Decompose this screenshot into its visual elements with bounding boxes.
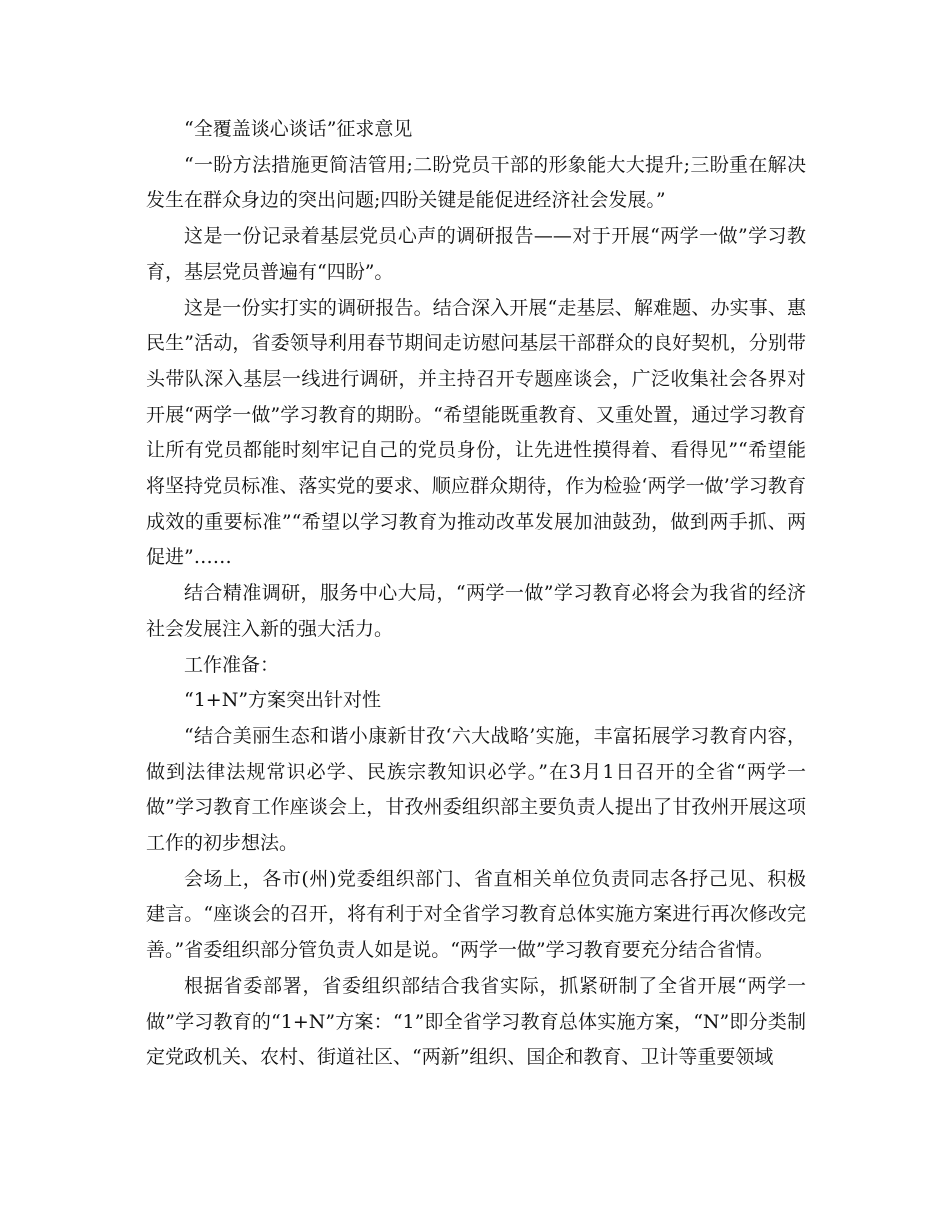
section-heading-talks: “全覆盖谈心谈话”征求意见 <box>184 118 413 140</box>
paragraph-plan-details: 根据省委部署，省委组织部结合我省实际，抓紧研制了全省开展“两学一做”学习教育的“1+N”方案：“1”即全省学习教育总体实施方案，“N”即分类制定党政机关、农村、街道社区、“两新”组织、国企和教育、卫计等重要领域 <box>146 974 806 1069</box>
paragraph-ganzi-quote: “结合美丽生态和谐小康新甘孜‘六大战略’实施，丰富拓展学习教育内容，做到法律法规常识必学、民族宗教知识必学。”在3月1日召开的全省“两学一做”学习教育工作座谈会上，甘孜州委组织部主要负责人提出了甘孜州开展这项工作的初步想法。 <box>146 724 806 855</box>
paragraph-meeting: 会场上，各市(州)党委组织部门、省直相关单位负责同志各抒己见、积极建言。“座谈会的召开，将有利于对全省学习教育总体实施方案进行再次修改完善。”省委组织部分管负责人如是说。“两学一做”学习教育要充分结合省情。 <box>146 867 806 962</box>
paragraph-solid-report: 这是一份实打实的调研报告。结合深入开展“走基层、解难题、办实事、惠民生”活动，省委领导利用春节期间走访慰问基层干部群众的良好契机，分别带头带队深入基层一线进行调研，并主持召开专题座谈会，广泛收集社会各界对开展“两学一做”学习教育的期盼。“希望能既重教育、又重处置，通过学习教育让所有党员都能时刻牢记自己的党员身份，让先进性摸得着、看得见”“希望能将坚持党员标准、落实党的要求、顺应群众期待，作为检验‘两学一做’学习教育成效的重要标准”“希望以学习教育为推动改革发展加油鼓劲，做到两手抓、两促进”…… <box>146 296 806 569</box>
paragraph-four-hopes-quote: “一盼方法措施更简洁管用;二盼党员干部的形象能大大提升;三盼重在解决发生在群众身边的突出问题;四盼关键是能促进经济社会发展。” <box>146 153 806 212</box>
paragraph-survey-report: 这是一份记录着基层党员心声的调研报告——对于开展“两学一做”学习教育，基层党员普遍有“四盼”。 <box>146 225 806 283</box>
document-body <box>146 112 806 1076</box>
section-subheading-plan: “1+N”方案突出针对性 <box>184 689 382 712</box>
paragraph-precise-survey: 结合精准调研，服务中心大局，“两学一做”学习教育必将会为我省的经济社会发展注入新的强大活力。 <box>146 582 806 640</box>
section-heading-preparation: 工作准备： <box>184 653 280 676</box>
